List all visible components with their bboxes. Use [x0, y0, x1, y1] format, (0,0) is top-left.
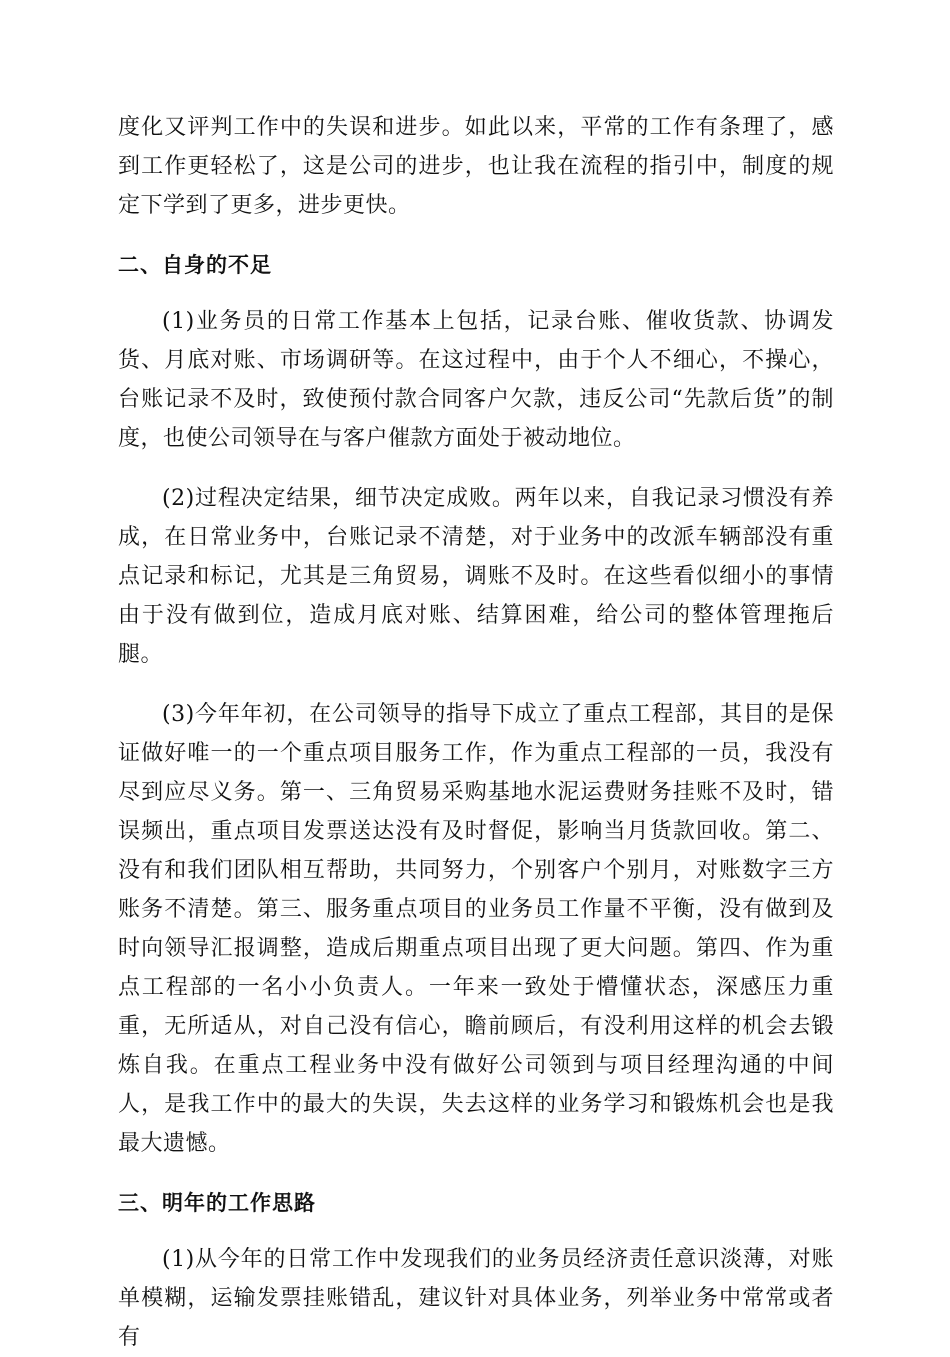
intro-paragraph: 度化又评判工作中的失误和进步。如此以来，平常的工作有条理了，感到工作更轻松了，这是公司的进步，也让我在流程的指引中，制度的规定下学到了更多，进步更快。 — [118, 115, 834, 218]
section-two-heading: 二、自身的不足 — [118, 253, 272, 277]
section-three-paragraph-1: (1)从今年的日常工作中发现我们的业务员经济责任意识淡薄，对账单模糊，运输发票挂账错乱，建议针对具体业务，列举业务中常常或者有 — [118, 1247, 834, 1350]
document-page — [118, 108, 834, 1357]
section-two-paragraph-3: (3)今年年初，在公司领导的指导下成立了重点工程部，其目的是保证做好唯一的一个重点项目服务工作，作为重点工程部的一员，我没有尽到应尽义务。第一、三角贸易采购基地水泥运费财务挂账不及时，错误频出，重点项目发票送达没有及时督促，影响当月货款回收。第二、没有和我们团队相互帮助，共同努力，个别客户个别月，对账数字三方账务不清楚。第三、服务重点项目的业务员工作量不平衡，没有做到及时向领导汇报调整，造成后期重点项目出现了更大问题。第四、作为重点工程部的一名小小负责人。一年来一致处于懵懂状态，深感压力重重，无所适从，对自己没有信心，瞻前顾后，有没利用这样的机会去锻炼自我。在重点工程业务中没有做好公司领到与项目经理沟通的中间人，是我工作中的最大的失误，失去这样的业务学习和锻炼机会也是我最大遗憾。 — [118, 702, 834, 1156]
section-three-heading: 三、明年的工作思路 — [118, 1191, 316, 1215]
section-two-paragraph-2: (2)过程决定结果，细节决定成败。两年以来，自我记录习惯没有养成，在日常业务中，台账记录不清楚，对于业务中的改派车辆部没有重点记录和标记，尤其是三角贸易，调账不及时。在这些看似细小的事情由于没有做到位，造成月底对账、结算困难，给公司的整体管理拖后腿。 — [118, 486, 834, 667]
section-two-paragraph-1: (1)业务员的日常工作基本上包括，记录台账、催收货款、协调发货、月底对账、市场调研等。在这过程中，由于个人不细心，不操心，台账记录不及时，致使预付款合同客户欠款，违反公司“先款后货”的制度，也使公司领导在与客户催款方面处于被动地位。 — [118, 309, 834, 451]
